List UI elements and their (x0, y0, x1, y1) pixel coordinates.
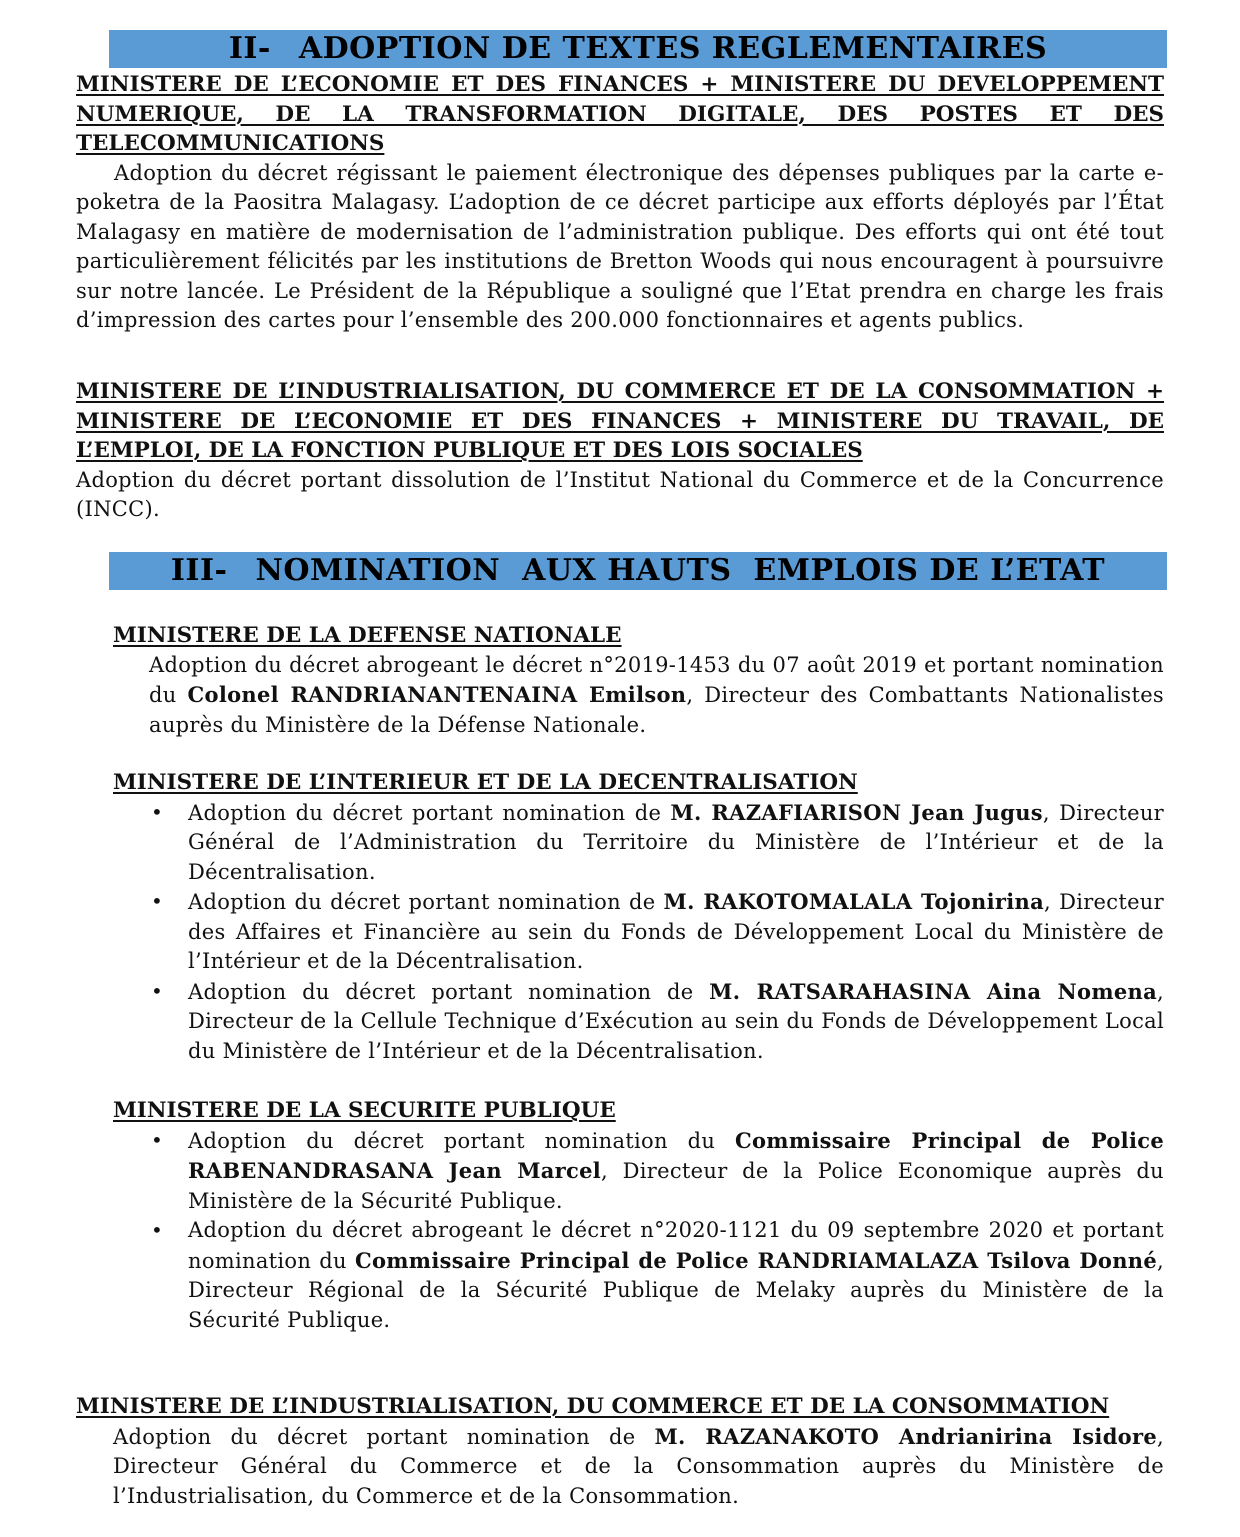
list-item (113, 1126, 1164, 1217)
interieur-block (113, 768, 1164, 1066)
section-2-item-2 (76, 377, 1164, 525)
defense-text-post: , Directeur des Combattants Nationalistes auprès du Ministère de la Défense Nationale. (149, 683, 1165, 737)
section-2-banner (109, 30, 1167, 68)
bullet-text-pre: Adoption du décret portant nomination du (188, 1128, 735, 1153)
bullet-text-post: , Directeur Régional de la Sécurité Publique de Melaky auprès du Ministère de la Sécurité Publique. (188, 1248, 1164, 1332)
item-2-text: Adoption du décret portant dissolution de l’Institut National du Commerce et de la Concurrence (INCC). (76, 467, 1164, 521)
list-item (113, 798, 1164, 888)
appointee-name: Commissaire Principal de Police RANDRIAMALAZA Tsilova Donné (354, 1247, 1158, 1273)
defense-appointee: Colonel RANDRIANANTENAINA Emilson (187, 682, 687, 707)
bullet-text-post: , Directeur de la Police Economique auprès du Ministère de la Sécurité Publique. (188, 1159, 1164, 1213)
securite-block (113, 1096, 1164, 1335)
bullet-text-pre: Adoption du décret portant nomination de (188, 979, 710, 1004)
list-item (113, 1216, 1164, 1335)
bullet-icon: • (151, 889, 164, 913)
securite-heading: MINISTERE DE LA SECURITE PUBLIQUE (113, 1098, 616, 1123)
bullet-text-pre: Adoption du décret abrogeant le décret n°2020-1121 du 09 septembre 2020 et portant nomination du (188, 1218, 1164, 1273)
bullet-icon: • (151, 978, 164, 1003)
industrie-block (76, 1392, 1164, 1511)
bullet-text-post: , Directeur Général de l’Administration du Territoire du Ministère de l’Intérieur et de la Décentralisation. (188, 800, 1164, 884)
interieur-list (113, 798, 1164, 1067)
bullet-text-pre: Adoption du décret portant nomination de (188, 800, 671, 825)
section-2-title: ADOPTION DE TEXTES REGLEMENTAIRES (298, 31, 1048, 66)
bullet-icon: • (151, 799, 164, 824)
bullet-icon: • (151, 1127, 164, 1152)
section-2-item-1 (76, 70, 1164, 336)
industrie-heading: MINISTERE DE L’INDUSTRIALISATION, DU COMMERCE ET DE LA CONSOMMATION (76, 1394, 1110, 1419)
list-item (113, 977, 1164, 1067)
industrie-text-post: , Directeur Général du Commerce et de la Consommation auprès du Ministère de l’Industrialisation, du Commerce et de la Consommation. (113, 1424, 1164, 1508)
item-2-heading: MINISTERE DE L’INDUSTRIALISATION, DU COMMERCE ET DE LA CONSOMMATION + MINISTERE DE L’ECONOMIE ET DES FINANCES + MINISTERE DU TRAVAIL, DE L’EMPLOI, DE LA FONCTION PUBLIQUE ET DES LOIS SOCIALES (76, 379, 1164, 463)
appointee-name: M. RAKOTOMALALA Tojonirina (663, 889, 1045, 914)
bullet-text-post: , Directeur des Affaires et Financière au sein du Fonds de Développement Local du Ministère de l’Intérieur et de la Décentralisation. (188, 890, 1164, 973)
list-item (113, 887, 1164, 977)
appointee-name: M. RAZAFIARISON Jean Jugus (670, 799, 1043, 825)
section-3-number: III- (170, 553, 228, 588)
bullet-icon: • (151, 1218, 164, 1242)
defense-text-pre: Adoption du décret abrogeant le décret n°2019-1453 du 07 août 2019 et portant nomination du (149, 652, 1164, 707)
defense-heading: MINISTERE DE LA DEFENSE NATIONALE (113, 623, 622, 648)
industrie-appointee: M. RAZANAKOTO Andrianirina Isidore (654, 1423, 1158, 1449)
industrie-text (76, 1422, 1164, 1512)
appointee-name: M. RATSARAHASINA Aina Nomena (709, 978, 1157, 1004)
defense-text (113, 651, 1164, 741)
interieur-heading: MINISTERE DE L’INTERIEUR ET DE LA DECENTRALISATION (113, 770, 858, 795)
industrie-text-pre: Adoption du décret portant nomination de (113, 1424, 655, 1449)
bullet-text-post: , Directeur de la Cellule Technique d’Exécution au sein du Fonds de Développement Local du Ministère de l’Intérieur et de la Décentralisation. (188, 979, 1164, 1063)
section-3-banner (109, 552, 1167, 590)
bullet-text-pre: Adoption du décret portant nomination de (188, 890, 664, 914)
securite-list (113, 1126, 1164, 1336)
section-3-title: NOMINATION AUX HAUTS EMPLOIS DE L’ETAT (255, 553, 1106, 588)
section-2-number: II- (228, 31, 271, 66)
item-1-text: Adoption du décret régissant le paiement électronique des dépenses publiques par la carte e-poketra de la Paositra Malagasy. L’adoption de ce décret participe aux efforts déployés par l’État Malagasy en matière de modernisation de l’administration publique. Des efforts qui ont été tout particulièrement félicités par les institutions de Bretton Woods qui nous encouragent à poursuivre sur notre lancée. Le Président de la République a souligné que l’Etat prendra en charge les frais d’impression des cartes pour l’ensemble des 200.000 fonctionnaires et agents publics. (76, 160, 1164, 332)
item-1-heading: MINISTERE DE L’ECONOMIE ET DES FINANCES + MINISTERE DU DEVELOPPEMENT NUMERIQUE, DE LA TRANSFORMATION DIGITALE, DES POSTES ET DES TELECOMMUNICATIONS (76, 72, 1164, 156)
defense-block (113, 621, 1164, 740)
appointee-name: Commissaire Principal de Police RABENANDRASANA Jean Marcel (188, 1127, 1164, 1183)
